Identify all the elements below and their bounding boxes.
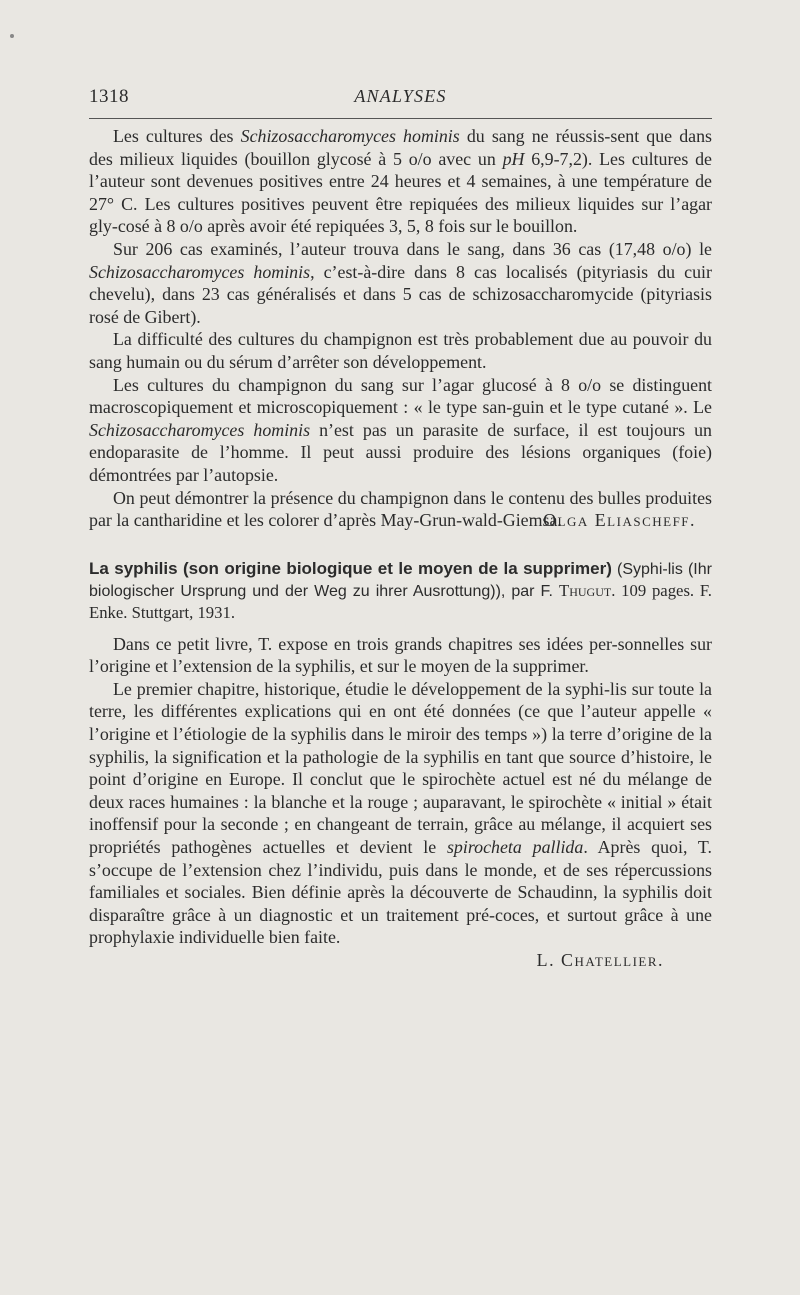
reviewer-signature: Olga Eliascheff. [543,510,696,531]
page-body [89,125,712,972]
header-rule [89,118,712,119]
page-number: 1318 [89,86,129,107]
reviewer-signature: L. Chatellier. [536,950,664,970]
review-1 [89,125,712,532]
paragraph: On peut démontrer la présence du champignon dans le contenu des bulles produites par la cantharidine et les colorer d’après May-Grun-wald-Giemsa. [89,487,712,531]
running-head: ANALYSES [354,86,447,106]
page-header [89,86,712,112]
paragraph: La difficulté des cultures du champignon est très probablement due au pouvoir du sang humain ou du sérum d’arrêter son développement. [89,329,712,372]
paragraph: Les cultures du champignon du sang sur l’agar glucosé à 8 o/o se distinguent macroscopiquement et microscopiquement : « le type san-guin et le type cutané ». Le Schizosaccharomyces hominis n’est pas un parasite de surface, il est toujours un endoparasite de l’homme. Il peut aussi produire des lésions organiques (foie) démontrées par l’autopsie. [89,374,712,485]
paragraph: Les cultures des Schizosaccharomyces hominis du sang ne réussis-sent que dans des milieux liquides (bouillon glycosé à 5 o/o avec un pH 6,9-7,2). Les cultures de l’auteur sont devenues positives entre 24 heures et 4 semaines, à une température de 27° C. Les cultures positives peuvent être repiquées des milieux liquides sur l’agar gly-cosé à 8 o/o après avoir été repiquées 3, 5, 8 fois sur le bouillon. [89,126,713,237]
paragraph: Le premier chapitre, historique, étudie le développement de la syphi-lis sur toute la terre, les différentes explications qui en ont été données (ce que l’auteur appelle « l’origine et l’étiologie de la syphilis dans le miroir des temps ») la terre d’origine de la syphilis, la signification et la pathologie de la syphilis en tant que source d’histoire, le point d’origine en Europe. Il conclut que le spirochète actuel est né du mélange de deux races humaines : la blanche et la rouge ; auparavant, le spirochète « initial » était inoffensif pour la seconde ; en changeant de terrain, grâce au mélange, il acquiert ses propriétés pathogènes actuelles et devient le spirocheta pallida. Après quoi, T. s’occupe de l’extension chez l’individu, puis dans le monde, et de ses répercussions familiales et sociales. Bien définie après la découverte de Schaudinn, la syphilis doit disparaître grâce à un diagnostic et un traitement pré-coces, et surtout grâce à une prophylaxie individuelle bien faite. [89,678,712,948]
review-2 [89,558,712,972]
margin-speck [10,34,14,38]
review-title: La syphilis (son origine biologique et le moyen de la supprimer) (Syphi-lis (Ihr biologischer Ursprung und der Weg zu ihrer Ausrottung)), par F. Thugut. 109 pages. F. Enke. Stuttgart, 1931. [89,558,712,622]
paragraph: Dans ce petit livre, T. expose en trois grands chapitres ses idées per-sonnelles sur l’origine et l’extension de la syphilis, et sur le moyen de la supprimer. [89,633,712,677]
paragraph: Sur 206 cas examinés, l’auteur trouva dans le sang, dans 36 cas (17,48 o/o) le Schizosaccharomyces hominis, c’est-à-dire dans 8 cas localisés (pityriasis du cuir chevelu), dans 23 cas généralisés et dans 5 cas de schizosaccharomycide (pityriasis rosé de Gibert). [89,238,712,327]
